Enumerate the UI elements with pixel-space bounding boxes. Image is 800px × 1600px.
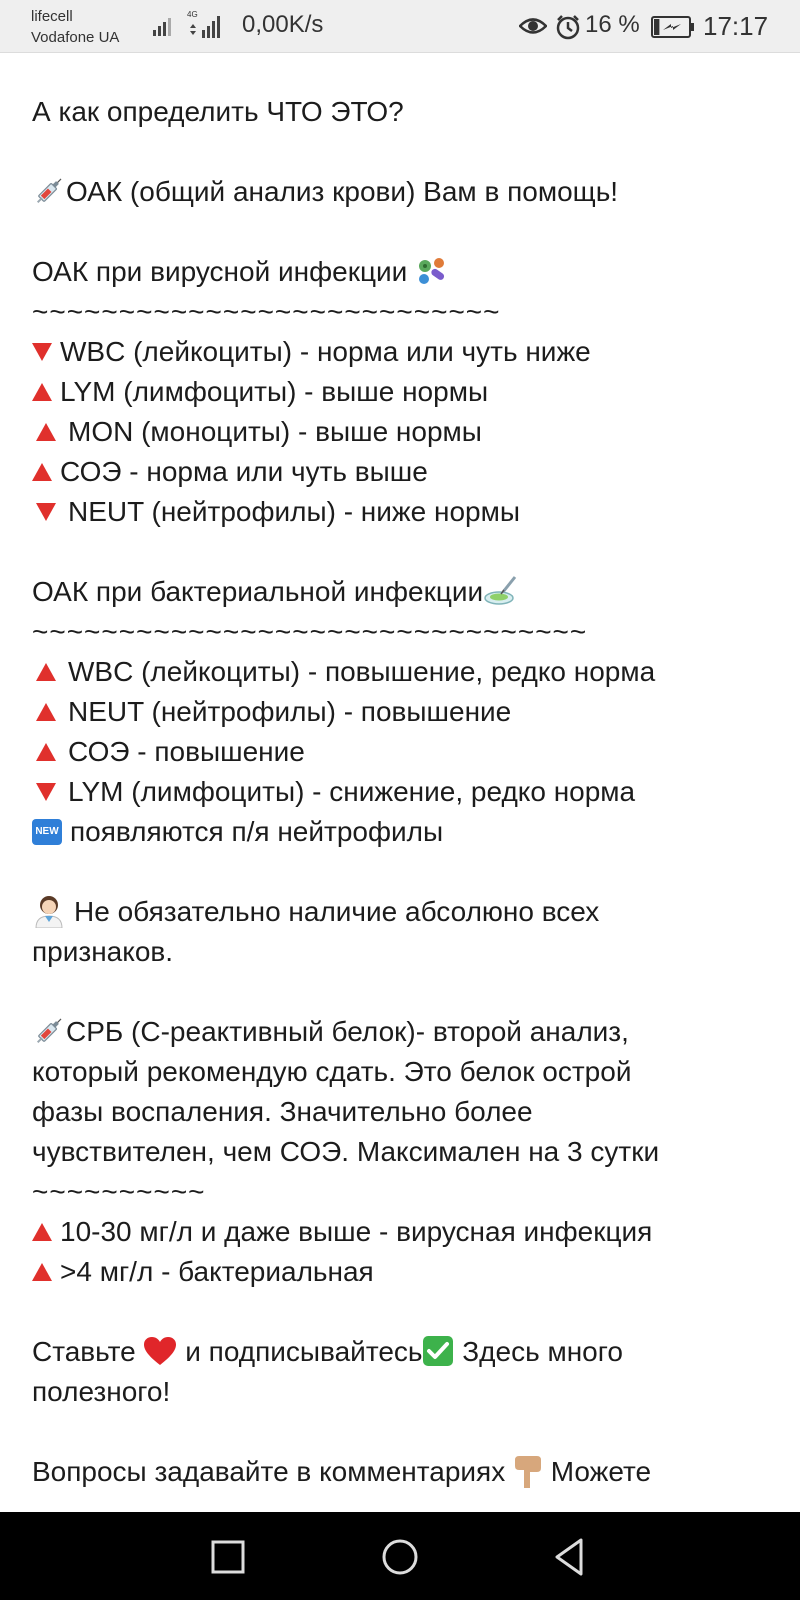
back-button[interactable]: [547, 1534, 593, 1580]
red-triangle-down-icon: [36, 783, 56, 801]
oak-intro-text: ОАК (общий анализ крови) Вам в помощь!: [66, 176, 619, 207]
network-type: 4G: [187, 10, 198, 19]
bacterial-item-text: NEUT (нейтрофилы) - повышение: [68, 696, 512, 727]
viral-item: [32, 492, 520, 532]
crp-text: фазы воспаления. Значительно более: [32, 1096, 533, 1127]
oak-intro-line: [32, 172, 618, 212]
navigation-bar: [0, 1512, 800, 1600]
data-speed: 0,00K/s: [242, 11, 324, 38]
bacterial-separator: ~~~~~~~~~~~~~~~~~~~~~~~~~~~~~~~~: [32, 616, 588, 647]
red-triangle-up-icon: [32, 1223, 52, 1241]
crp-item-text: >4 мг/л - бактериальная: [60, 1256, 374, 1287]
crp-text: который рекомендую сдать. Это белок острой: [32, 1056, 632, 1087]
bacterial-item-text: LYM (лимфоциты) - снижение, редко норма: [68, 776, 636, 807]
red-triangle-up-icon: [32, 1263, 52, 1281]
microbe-icon: [415, 254, 451, 288]
viral-heading: [32, 252, 451, 292]
carrier-names: [31, 6, 119, 48]
cta-text-3: Здесь много: [462, 1336, 623, 1367]
carrier-2: Vodafone UA: [31, 29, 120, 46]
crp-line: [32, 1012, 629, 1052]
bacterial-item-text: WBC (лейкоциты) - повышение, редко норма: [68, 656, 656, 687]
new-item: [32, 812, 443, 852]
viral-item: [32, 332, 591, 372]
recent-apps-button[interactable]: [205, 1534, 251, 1580]
post-content: [0, 52, 800, 1512]
bacterial-item: [32, 692, 511, 732]
crp-text: СРБ (С-реактивный белок)- второй анализ,: [66, 1016, 629, 1047]
bacterial-item-text: СОЭ - повышение: [68, 736, 305, 767]
signal-4g-icon: [188, 14, 226, 38]
viral-item-text: NEUT (нейтрофилы) - ниже нормы: [68, 496, 520, 527]
viral-item-text: СОЭ - норма или чуть выше: [60, 456, 428, 487]
pointing-down-icon: [513, 1454, 543, 1488]
carrier-1: lifecell: [31, 8, 73, 25]
eye-icon: [519, 15, 547, 37]
cta-line: [32, 1332, 623, 1372]
viral-item-text: MON (моноциты) - выше нормы: [68, 416, 482, 447]
viral-item: [32, 412, 482, 452]
red-triangle-up-icon: [36, 743, 56, 761]
petri-dish-icon: [483, 574, 519, 608]
red-triangle-up-icon: [36, 423, 56, 441]
viral-item: [32, 372, 488, 412]
crp-separator: ~~~~~~~~~~: [32, 1176, 206, 1207]
new-badge-icon: NEW: [32, 819, 62, 845]
cta-text-1: Ставьте: [32, 1336, 136, 1367]
crp-item: [32, 1212, 652, 1252]
syringe-icon: [32, 174, 66, 208]
note-text-2: признаков.: [32, 936, 174, 967]
bacterial-item: [32, 772, 635, 812]
note-line: [32, 892, 599, 932]
bacterial-heading-text: ОАК при бактериальной инфекции: [32, 576, 484, 607]
heart-icon: [143, 1336, 177, 1366]
note-text-1: Не обязательно наличие абсолюно всех: [74, 896, 600, 927]
viral-item-text: WBC (лейкоциты) - норма или чуть ниже: [60, 336, 591, 367]
crp-text: чувствителен, чем СОЭ. Максимален на 3 сутки: [32, 1136, 660, 1167]
doctor-icon: [32, 894, 66, 928]
questions-line: [32, 1452, 651, 1492]
battery-percent: 16 %: [585, 11, 640, 38]
check-mark-icon: [422, 1335, 454, 1367]
red-triangle-down-icon: [36, 503, 56, 521]
questions-text-2: Можете: [550, 1456, 652, 1487]
cta-text-2: и подписывайтесь: [185, 1336, 423, 1367]
intro-line: А как определить ЧТО ЭТО?: [32, 96, 404, 127]
crp-item: [32, 1252, 374, 1292]
viral-item-text: LYM (лимфоциты) - выше нормы: [60, 376, 489, 407]
red-triangle-up-icon: [36, 663, 56, 681]
red-triangle-up-icon: [36, 703, 56, 721]
alarm-icon: [555, 14, 581, 40]
bacterial-heading: [32, 572, 519, 612]
home-button[interactable]: [377, 1534, 423, 1580]
syringe-icon: [32, 1014, 66, 1048]
new-item-text: появляются п/я нейтрофилы: [70, 816, 444, 847]
signal-icon: [153, 16, 175, 36]
red-triangle-down-icon: [32, 343, 52, 361]
bacterial-item: [32, 652, 655, 692]
viral-heading-text: ОАК при вирусной инфекции: [32, 256, 408, 287]
viral-item: [32, 452, 428, 492]
status-bar: [0, 0, 800, 53]
battery-charging-icon: [651, 16, 695, 38]
questions-text-1: Вопросы задавайте в комментариях: [32, 1456, 506, 1487]
bacterial-item: [32, 732, 305, 772]
cta-text-4: полезного!: [32, 1376, 171, 1407]
red-triangle-up-icon: [32, 383, 52, 401]
viral-separator: ~~~~~~~~~~~~~~~~~~~~~~~~~~~: [32, 296, 501, 327]
crp-item-text: 10-30 мг/л и даже выше - вирусная инфекция: [60, 1216, 653, 1247]
red-triangle-up-icon: [32, 463, 52, 481]
clock: 17:17: [703, 11, 769, 41]
